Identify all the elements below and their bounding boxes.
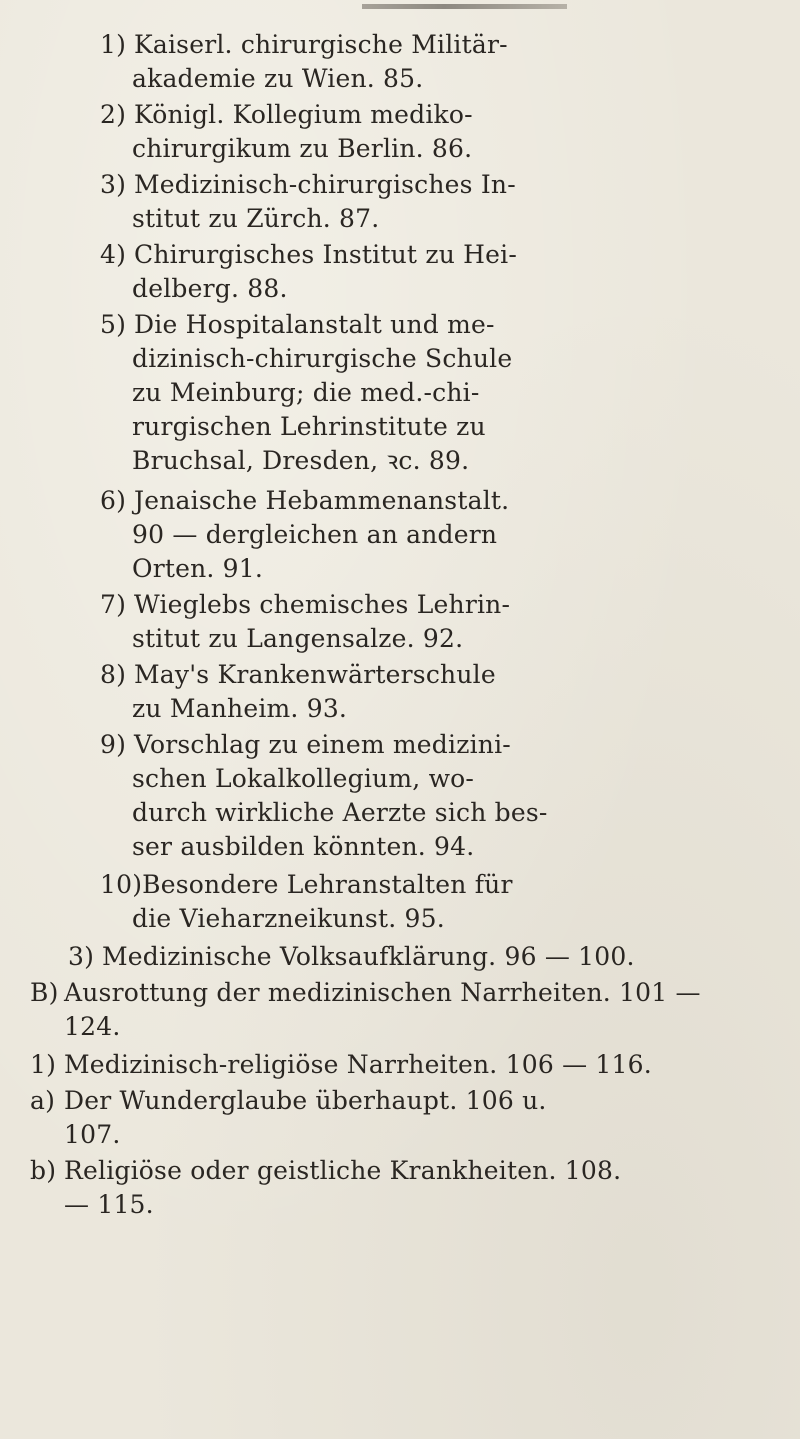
toc-section-b [30, 976, 780, 1044]
entry-line: zu Meinburg; die med.-chi- [132, 378, 480, 407]
entry-line: dizinisch-chirurgische Schule [132, 344, 513, 373]
entry-line: Königl. Kollegium mediko- [134, 100, 473, 129]
entry-number: 9) [100, 730, 127, 759]
toc-subsection-b [30, 1154, 780, 1222]
entry-line: rurgischen Lehrinstitute zu [132, 412, 486, 441]
toc-entry-2 [100, 98, 780, 166]
entry-line: stitut zu Langensalze. 92. [132, 624, 464, 653]
entry-line: Die Hospitalanstalt und me- [134, 310, 495, 339]
entry-line: delberg. 88. [132, 274, 288, 303]
entry-line: Medizinisch-chirurgisches In- [134, 170, 516, 199]
toc-entry-5 [100, 308, 780, 478]
entry-line: Bruchsal, Dresden, ꝛc. 89. [132, 446, 470, 475]
entry-line: schen Lokalkollegium, wo- [132, 764, 475, 793]
entry-line: akademie zu Wien. 85. [132, 64, 424, 93]
toc-subsection-1 [30, 1048, 780, 1082]
entry-line: Kaiserl. chirurgische Militär- [134, 30, 508, 59]
entry-line: durch wirkliche Aerzte sich bes- [132, 798, 548, 827]
entry-number: B) [30, 978, 59, 1007]
entry-line: Wieglebs chemisches Lehrin- [134, 590, 511, 619]
entry-line: Der Wunderglaube überhaupt. 106 u. [64, 1086, 547, 1115]
entry-number: 8) [100, 660, 127, 689]
entry-number: b) [30, 1156, 57, 1185]
entry-number: 1) [30, 1050, 57, 1079]
entry-number: 1) [100, 30, 127, 59]
entry-line: May's Krankenwärterschule [134, 660, 496, 689]
entry-line: Besondere Lehranstalten für [142, 870, 513, 899]
entry-line: die Vieharzneikunst. 95. [132, 904, 445, 933]
entry-line: 107. [64, 1120, 121, 1149]
header-rule [362, 4, 567, 9]
entry-line: ser ausbilden könnten. 94. [132, 832, 475, 861]
toc-entry-10 [100, 868, 780, 936]
entry-number: 10) [100, 870, 143, 899]
toc-entry-6 [100, 484, 780, 586]
toc-section-3 [68, 940, 780, 974]
entry-line: Ausrottung der medizinischen Narrheiten. 101 — [64, 978, 701, 1007]
toc-entry-3 [100, 168, 780, 236]
entry-line: Medizinische Volksaufklärung. 96 — 100. [102, 942, 635, 971]
entry-number: 3) [100, 170, 127, 199]
entry-line: chirurgikum zu Berlin. 86. [132, 134, 473, 163]
entry-number: 3) [68, 942, 95, 971]
entry-line: stitut zu Zürch. 87. [132, 204, 380, 233]
entry-number: 5) [100, 310, 127, 339]
entry-line: — 115. [64, 1190, 154, 1219]
entry-line: 90 — dergleichen an andern [132, 520, 498, 549]
entry-line: Jenaische Hebammenanstalt. [134, 486, 510, 515]
toc-entry-9 [100, 728, 780, 864]
toc-entry-7 [100, 588, 780, 656]
entry-number: 2) [100, 100, 127, 129]
entry-number: 6) [100, 486, 127, 515]
entry-line: Religiöse oder geistliche Krankheiten. 108. [64, 1156, 622, 1185]
toc-entry-8 [100, 658, 780, 726]
entry-line: Medizinisch-religiöse Narrheiten. 106 — 116. [64, 1050, 652, 1079]
entry-number: a) [30, 1086, 56, 1115]
entry-line: Chirurgisches Institut zu Hei- [134, 240, 517, 269]
toc-entry-1 [100, 28, 780, 96]
entry-number: 7) [100, 590, 127, 619]
entry-line: zu Manheim. 93. [132, 694, 348, 723]
entry-line: Vorschlag zu einem medizini- [134, 730, 511, 759]
entry-line: Orten. 91. [132, 554, 264, 583]
toc-entry-4 [100, 238, 780, 306]
entry-line: 124. [64, 1012, 121, 1041]
toc-subsection-a [30, 1084, 780, 1152]
entry-number: 4) [100, 240, 127, 269]
